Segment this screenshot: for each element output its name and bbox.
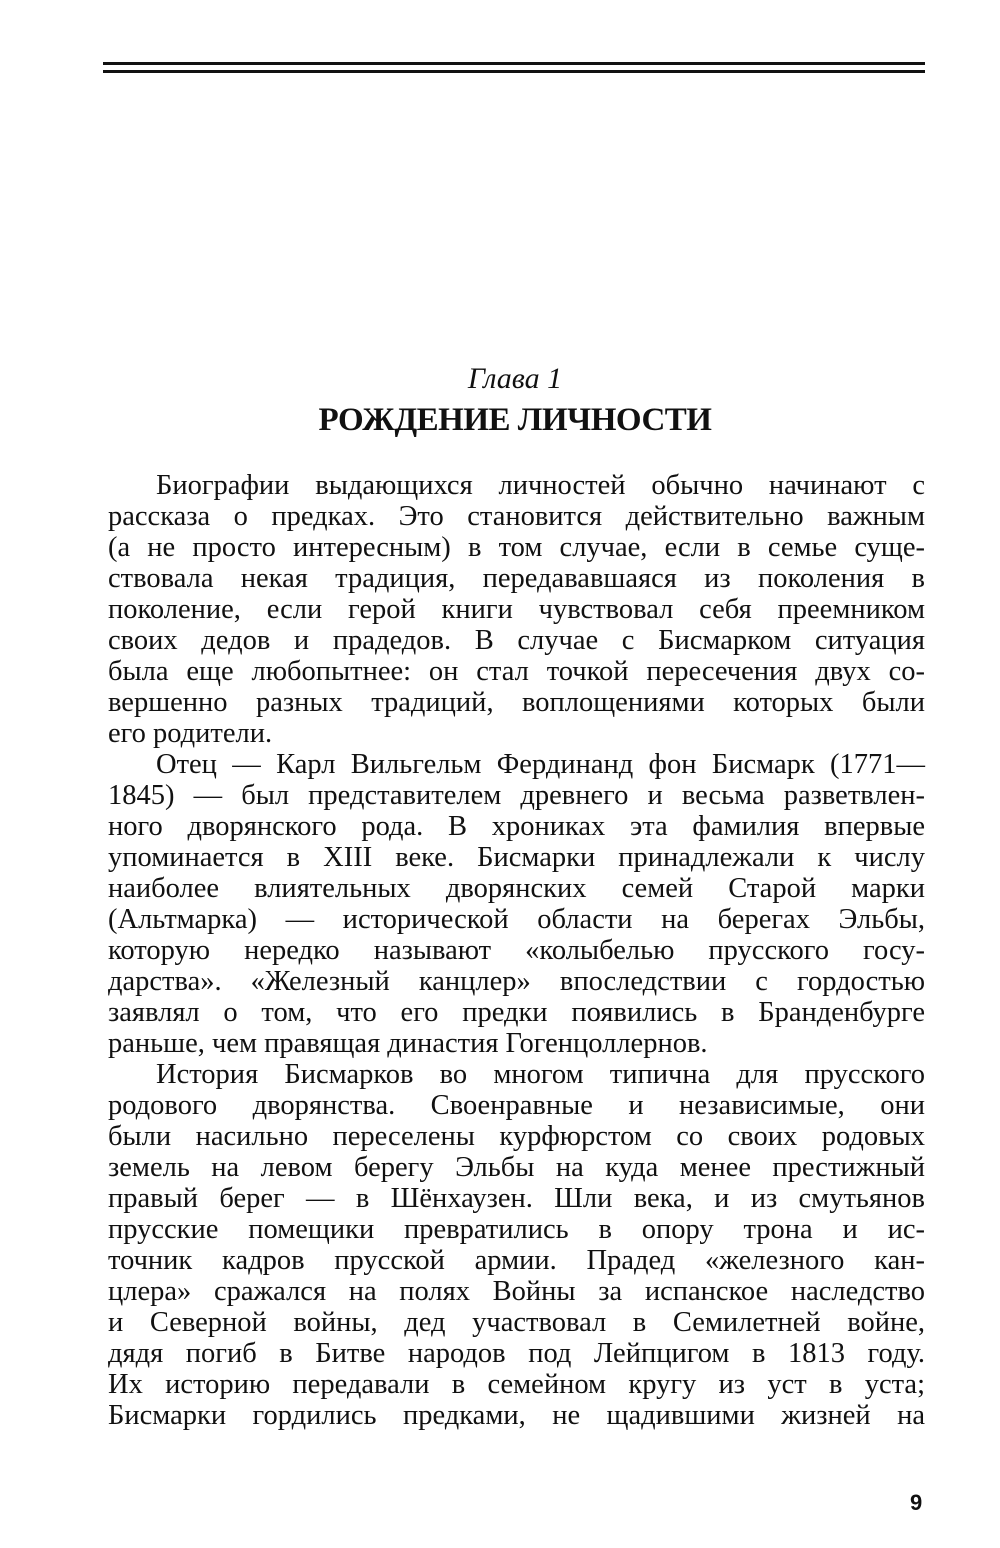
- text-line: вершенно разных традиций, воплощениями которых были: [108, 687, 925, 718]
- text-line: родового дворянства. Своенравные и независимые, они: [108, 1090, 925, 1121]
- page-number: 9: [910, 1490, 923, 1515]
- body-text: [108, 470, 925, 1431]
- text-line: упоминается в XIII веке. Бисмарки принадлежали к числу: [108, 842, 925, 873]
- text-line: ного дворянского рода. В хрониках эта фамилия впервые: [108, 811, 925, 842]
- text-line: Их историю передавали в семейном кругу из уст в уста;: [108, 1369, 925, 1400]
- header-rule-top: [103, 62, 925, 65]
- text-line: Биографии выдающихся личностей обычно начинают с: [156, 470, 925, 501]
- text-line: наиболее влиятельных дворянских семей Старой марки: [108, 873, 925, 904]
- text-line: его родители.: [108, 718, 273, 749]
- text-line: которую нередко называют «колыбелью прусского госу-: [108, 935, 925, 966]
- text-line: поколение, если герой книги чувствовал себя преемником: [108, 594, 925, 625]
- text-line: дарства». «Железный канцлер» впоследствии с гордостью: [108, 966, 925, 997]
- header-rule-bottom: [103, 70, 925, 73]
- text-line: заявлял о том, что его предки появились в Бранденбурге: [108, 997, 925, 1028]
- text-line: раньше, чем правящая династия Гогенцоллернов.: [108, 1028, 708, 1059]
- text-line: своих дедов и прадедов. В случае с Бисмарком ситуация: [108, 625, 925, 656]
- text-line: была еще любопытнее: он стал точкой пересечения двух со-: [108, 656, 925, 687]
- text-line: Бисмарки гордились предками, не щадившими жизней на: [108, 1400, 925, 1431]
- text-line: (Альтмарка) — исторической области на берегах Эльбы,: [108, 904, 925, 935]
- text-line: История Бисмарков во многом типична для прусского: [156, 1059, 925, 1090]
- chapter-label: Глава 1: [467, 362, 563, 395]
- text-line: ствовала некая традиция, передававшаяся из поколения в: [108, 563, 925, 594]
- text-line: цлера» сражался на полях Войны за испанское наследство: [108, 1276, 925, 1307]
- text-line: правый берег — в Шёнхаузен. Шли века, и из смутьянов: [108, 1183, 925, 1214]
- chapter-title: РОЖДЕНИЕ ЛИЧНОСТИ: [318, 402, 712, 438]
- text-line: (а не просто интересным) в том случае, если в семье суще-: [108, 532, 925, 563]
- text-line: и Северной войны, дед участвовал в Семилетней войне,: [108, 1307, 925, 1338]
- text-line: Отец — Карл Вильгельм Фердинанд фон Бисмарк (1771—: [156, 749, 925, 780]
- text-line: земель на левом берегу Эльбы на куда менее престижный: [108, 1152, 925, 1183]
- text-line: дядя погиб в Битве народов под Лейпцигом в 1813 году.: [108, 1338, 925, 1369]
- text-line: прусские помещики превратились в опору трона и ис-: [108, 1214, 925, 1245]
- text-line: были насильно переселены курфюрстом со своих родовых: [108, 1121, 925, 1152]
- text-line: рассказа о предках. Это становится действительно важным: [108, 501, 925, 532]
- text-line: 1845) — был представителем древнего и весьма разветвлен-: [108, 780, 925, 811]
- text-line: точник кадров прусской армии. Прадед «железного кан-: [108, 1245, 925, 1276]
